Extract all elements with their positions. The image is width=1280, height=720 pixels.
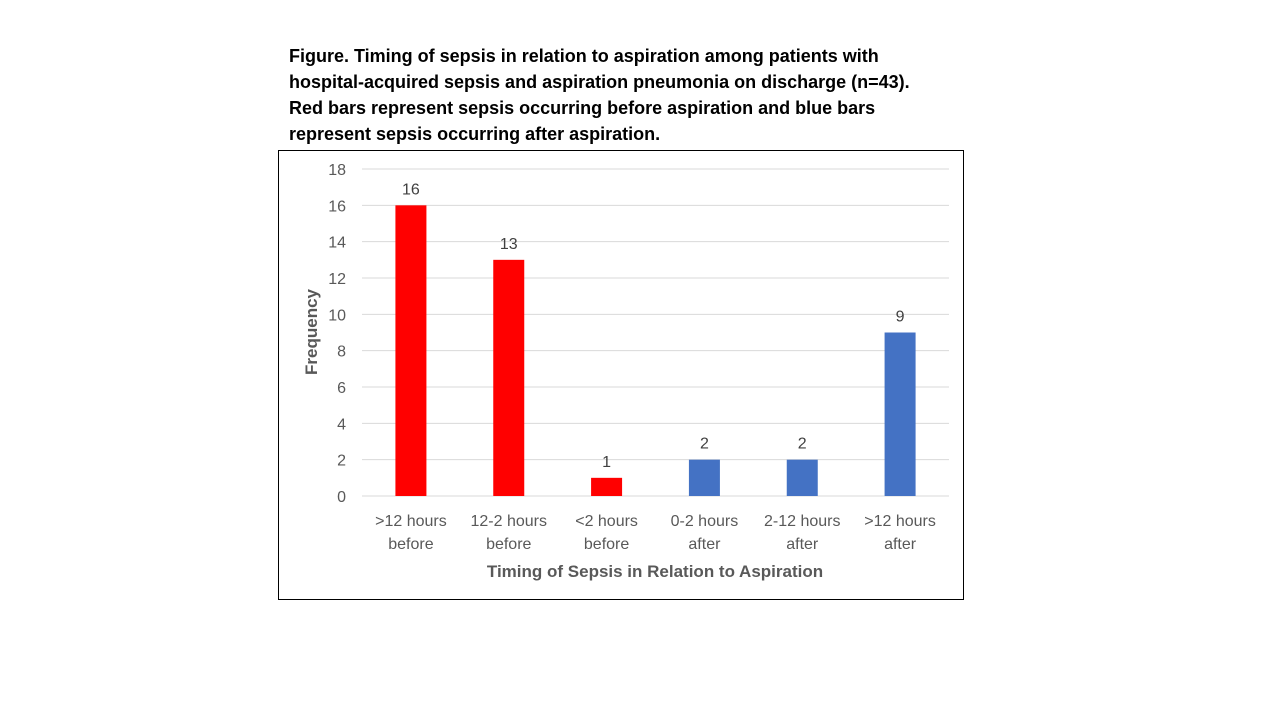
data-labels — [402, 181, 905, 471]
x-tick-label: >12 hours — [375, 513, 447, 530]
x-tick-label: after — [688, 536, 721, 553]
caption-line: Red bars represent sepsis occurring before aspiration and blue bars — [289, 98, 876, 118]
bar — [395, 205, 426, 496]
y-tick-label: 12 — [328, 271, 346, 288]
x-tick-label: before — [388, 536, 434, 553]
x-tick-label: <2 hours — [575, 513, 638, 530]
bar — [493, 260, 524, 496]
x-tick-label: >12 hours — [864, 513, 936, 530]
data-label: 9 — [895, 308, 905, 326]
caption-line: hospital-acquired sepsis and aspiration pneumonia on discharge (n=43). — [289, 72, 910, 92]
chart-area — [278, 150, 964, 600]
data-label: 13 — [499, 235, 518, 253]
y-axis-ticks — [328, 162, 346, 506]
y-tick-label: 8 — [337, 343, 346, 361]
x-tick-label: before — [486, 536, 532, 553]
y-tick-label: 4 — [337, 416, 346, 434]
y-tick-label: 0 — [337, 489, 346, 506]
bar — [787, 460, 818, 496]
y-tick-label: 2 — [337, 452, 346, 470]
data-label: 2 — [797, 435, 807, 453]
caption-line: represent sepsis occurring after aspiration. — [289, 124, 661, 144]
y-axis-label: Frequency — [302, 289, 321, 375]
y-tick-label: 14 — [328, 234, 346, 252]
bar-chart — [279, 151, 963, 599]
bar — [689, 460, 720, 496]
y-tick-label: 16 — [328, 198, 346, 216]
caption-line: Figure. Timing of sepsis in relation to aspiration among patients with — [289, 46, 879, 66]
x-tick-label: 12-2 hours — [470, 513, 547, 530]
x-axis-ticks — [375, 513, 936, 553]
data-label: 2 — [699, 435, 709, 453]
bar — [591, 478, 622, 496]
figure-caption — [289, 43, 969, 147]
y-tick-label: 6 — [337, 380, 346, 397]
data-label: 1 — [602, 453, 612, 471]
x-tick-label: 2-12 hours — [764, 513, 841, 530]
x-tick-label: 0-2 hours — [670, 513, 739, 530]
y-tick-label: 10 — [328, 307, 346, 325]
x-tick-label: after — [884, 536, 917, 553]
y-tick-label: 18 — [328, 162, 346, 179]
data-label: 16 — [402, 181, 420, 199]
bar — [885, 333, 916, 497]
x-axis-label: Timing of Sepsis in Relation to Aspiration — [486, 562, 824, 581]
x-tick-label: after — [786, 536, 819, 553]
gridlines — [362, 169, 949, 496]
x-tick-label: before — [583, 536, 630, 553]
